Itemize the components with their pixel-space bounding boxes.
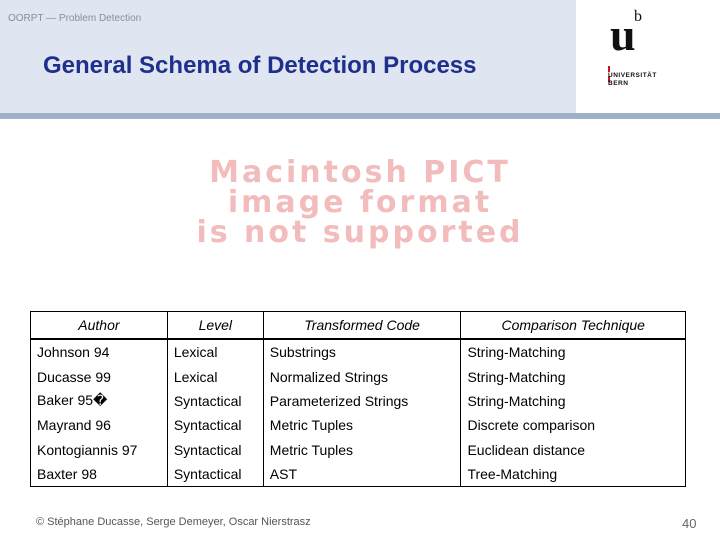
cell-author: Baker 95� bbox=[31, 389, 168, 413]
logo-wordmark-line1: UNIVERSITÄT bbox=[608, 72, 657, 79]
cell-author: Kontogiannis 97 bbox=[31, 438, 168, 462]
table-row bbox=[31, 364, 686, 388]
logo-letter-u: u bbox=[610, 9, 636, 60]
detection-techniques-table bbox=[30, 311, 686, 487]
table-row bbox=[31, 438, 686, 462]
image-placeholder-line3: is not supported bbox=[196, 215, 524, 250]
image-placeholder-line1: Macintosh PICT bbox=[209, 155, 511, 190]
column-header-comparison-technique: Comparison Technique bbox=[461, 312, 686, 340]
logo-wordmark bbox=[608, 72, 657, 88]
cell-comparison-technique: String-Matching bbox=[461, 389, 686, 413]
slide-title: General Schema of Detection Process bbox=[43, 52, 477, 79]
cell-transformed-code: AST bbox=[263, 462, 461, 487]
cell-level: Syntactical bbox=[167, 389, 263, 413]
cell-author: Ducasse 99 bbox=[31, 364, 168, 388]
logo-wordmark-line2: BERN bbox=[608, 80, 629, 87]
column-header-transformed-code: Transformed Code bbox=[263, 312, 461, 340]
cell-transformed-code: Substrings bbox=[263, 339, 461, 364]
cell-level: Syntactical bbox=[167, 438, 263, 462]
cell-transformed-code: Normalized Strings bbox=[263, 364, 461, 388]
cell-level: Lexical bbox=[167, 364, 263, 388]
cell-comparison-technique: String-Matching bbox=[461, 339, 686, 364]
cell-transformed-code: Parameterized Strings bbox=[263, 389, 461, 413]
cell-comparison-technique: Euclidean distance bbox=[461, 438, 686, 462]
table-row bbox=[31, 413, 686, 437]
cell-comparison-technique: Tree-Matching bbox=[461, 462, 686, 487]
cell-author: Johnson 94 bbox=[31, 339, 168, 364]
table-row bbox=[31, 462, 686, 487]
cell-comparison-technique: String-Matching bbox=[461, 364, 686, 388]
cell-level: Lexical bbox=[167, 339, 263, 364]
cell-transformed-code: Metric Tuples bbox=[263, 438, 461, 462]
course-label: OORPT — Problem Detection bbox=[8, 13, 142, 24]
image-placeholder-line2: image format bbox=[227, 185, 493, 220]
table-header-row bbox=[31, 312, 686, 340]
cell-author: Baxter 98 bbox=[31, 462, 168, 487]
image-placeholder bbox=[60, 155, 660, 250]
page-number: 40 bbox=[682, 516, 697, 531]
cell-level: Syntactical bbox=[167, 413, 263, 437]
column-header-author: Author bbox=[31, 312, 168, 340]
cell-transformed-code: Metric Tuples bbox=[263, 413, 461, 437]
cell-level: Syntactical bbox=[167, 462, 263, 487]
logo-letter-b: b bbox=[634, 8, 642, 25]
table-row bbox=[31, 389, 686, 413]
cell-author: Mayrand 96 bbox=[31, 413, 168, 437]
footer-credits: © Stéphane Ducasse, Serge Demeyer, Oscar Nierstrasz bbox=[36, 516, 311, 528]
table-row bbox=[31, 339, 686, 364]
cell-comparison-technique: Discrete comparison bbox=[461, 413, 686, 437]
university-logo bbox=[600, 6, 710, 106]
column-header-level: Level bbox=[167, 312, 263, 340]
header-divider bbox=[0, 113, 720, 119]
